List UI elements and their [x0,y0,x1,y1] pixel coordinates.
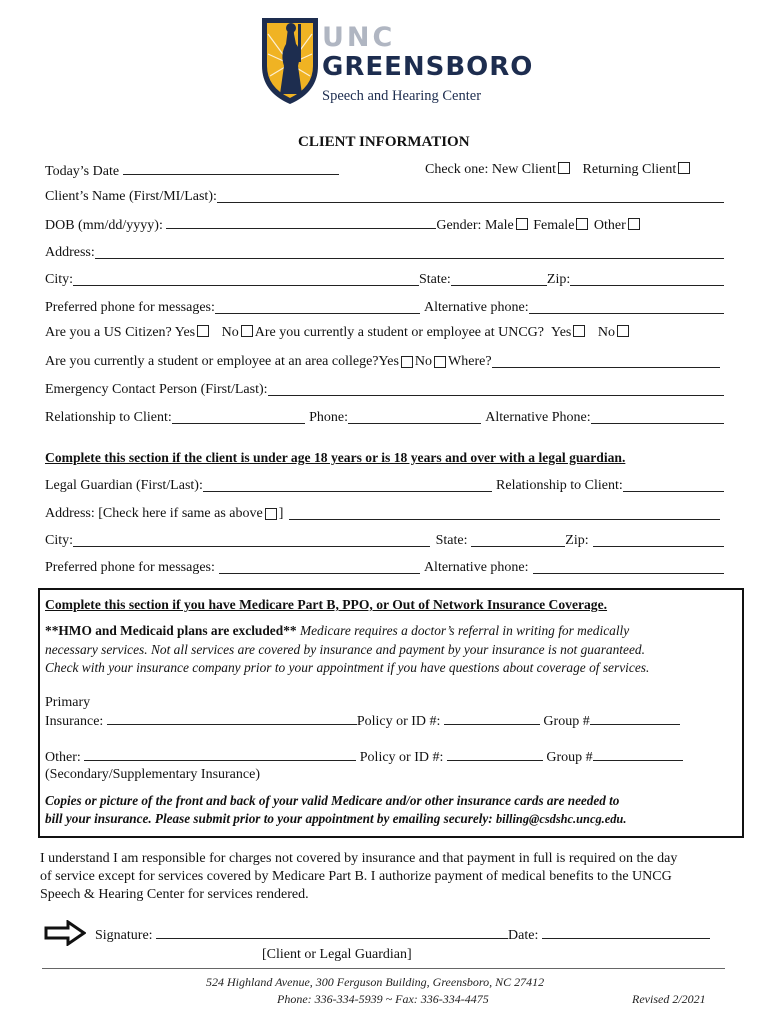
guardian-preferred-phone-field[interactable] [219,561,420,574]
copies-line2-text: bill your insurance. Please submit prior to your appointment by emailing securely: [45,811,493,826]
guardian-alt-phone-label: Alternative phone: [423,560,529,575]
insurance-note-line2: necessary services. Not all services are covered by insurance and payment by your insurance is not guaranteed. [45,642,645,657]
guardian-relationship-field[interactable] [623,479,724,492]
citizen-yes-checkbox[interactable] [197,325,209,337]
dob-field[interactable] [166,216,436,229]
guardian-city-label: City: [45,533,74,548]
signature-date-field[interactable] [542,926,710,939]
city-field[interactable] [73,273,419,286]
guardian-name-field[interactable] [203,479,492,492]
other-label: Other: [45,750,81,765]
footer-revised: Revised 2/2021 [632,992,706,1006]
guardian-relationship-label: Relationship to Client: [496,478,623,493]
alt-phone-field[interactable] [529,301,724,314]
citizen-no-label: No [221,325,239,340]
where-label: Where? [448,354,492,369]
gender-label: Gender: [436,218,482,233]
uncg-no-label: No [597,325,615,340]
alt-phone-cap-label: Alternative Phone: [485,410,591,425]
insurance-note-line1 [45,623,629,639]
guardian-heading: Complete this section if the client is under age 18 years or is 18 years and over with a legal guardian. [45,450,626,465]
guardian-city-field[interactable] [73,534,430,547]
logo-line3: Speech and Hearing Center [322,88,482,104]
college-yes-label: Yes [378,354,399,369]
primary-insurance-row [45,712,680,730]
billing-email[interactable]: billing@csdshc.uncg.edu. [495,812,627,826]
medicare-note: Medicare requires a doctor’s referral in writing for medically [299,623,630,638]
college-yes-checkbox[interactable] [401,356,413,368]
guardian-state-label: State: [435,533,468,548]
college-no-checkbox[interactable] [434,356,446,368]
check-one-label: Check one: [425,162,489,177]
guardian-preferred-phone-label: Preferred phone for messages: [45,560,215,575]
clients-name-label: Client’s Name (First/MI/Last): [45,189,217,204]
male-label: Male [484,218,514,233]
signature-label: Signature: [95,928,153,943]
guardian-name-row [45,475,724,495]
relationship-row [45,407,724,427]
zip-field[interactable] [570,273,724,286]
citizen-yes-label: Yes [174,325,196,340]
signature-date-label: Date: [508,928,539,943]
primary-label: Primary [45,695,91,710]
address-label: Address: [45,245,95,260]
returning-client-checkbox[interactable] [678,162,690,174]
logo-line1: UNC [322,22,396,53]
alt-phone-label: Alternative phone: [424,300,529,315]
clients-name-field[interactable] [217,190,724,203]
insurance-heading: Complete this section if you have Medicare Part B, PPO, or Out of Network Insurance Coverage. [45,597,608,612]
footer-address: 524 Highland Avenue, 300 Ferguson Building, Greensboro, NC 27412 [206,975,545,989]
state-label: State: [418,272,451,287]
other-group-field[interactable] [593,748,683,761]
preferred-phone-field[interactable] [215,301,420,314]
policy-label: Policy or ID #: [356,714,441,729]
clients-name-row [45,186,724,206]
shield-icon [258,14,322,106]
guardian-name-label: Legal Guardian (First/Last): [45,478,203,493]
primary-insurance-field[interactable] [107,712,357,725]
college-row [45,351,720,371]
new-client-label: New Client [491,162,557,177]
primary-group-field[interactable] [590,712,680,725]
todays-date-label: Today’s Date [45,164,120,179]
guardian-zip-field[interactable] [593,534,724,547]
dob-row [45,216,642,234]
guardian-address-row [45,503,720,523]
uncg-no-checkbox[interactable] [617,325,629,337]
other-group-label: Group # [546,750,593,765]
other-gender-label: Other [593,218,626,233]
guardian-address-close: ] [278,506,284,521]
city-state-zip-row [45,269,724,289]
insurance-note-line3: Check with your insurance company prior to your appointment if you have questions about coverage of services. [45,660,650,675]
insurance-label: Insurance: [45,714,104,729]
secondary-label: (Secondary/Supplementary Insurance) [45,767,260,782]
excluded-note: **HMO and Medicaid plans are excluded** [45,623,297,638]
returning-client-label: Returning Client [582,162,677,177]
consent-line3: Speech & Hearing Center for services rendered. [40,887,309,902]
guardian-address-field[interactable] [289,507,720,520]
new-client-checkbox[interactable] [558,162,570,174]
where-field[interactable] [492,355,720,368]
phone-field[interactable] [348,411,481,424]
client-type-row [425,162,692,178]
guardian-alt-phone-field[interactable] [533,561,724,574]
citizen-row [45,325,631,341]
arrow-right-icon [44,920,86,946]
same-address-checkbox[interactable] [265,508,277,520]
group-label: Group # [543,714,590,729]
dob-label: DOB (mm/dd/yyyy): [45,218,163,233]
signature-row [95,926,710,944]
relationship-label: Relationship to Client: [45,410,172,425]
page-title: CLIENT INFORMATION [298,134,470,150]
college-question-label: Are you currently a student or employee at an area college? [45,354,379,369]
consent-line2: of service except for services covered by Medicare Part B. I authorize payment of medical benefits to the UNCG [40,869,672,884]
zip-label: Zip: [546,272,571,287]
address-field[interactable] [95,246,724,259]
other-policy-field[interactable] [447,748,543,761]
preferred-phone-label: Preferred phone for messages: [45,300,215,315]
signature-under-label: [Client or Legal Guardian] [262,947,412,962]
male-checkbox[interactable] [516,218,528,230]
citizen-no-checkbox[interactable] [241,325,253,337]
phone-label: Phone: [309,410,348,425]
todays-date-row [45,162,339,180]
primary-policy-field[interactable] [444,712,540,725]
state-field[interactable] [451,273,547,286]
uncg-question-label: Are you currently a student or employee at UNCG? [254,325,544,340]
copies-line1: Copies or picture of the front and back of your valid Medicare and/or other insurance cards are needed to [45,793,620,808]
todays-date-field[interactable] [123,162,339,175]
guardian-address-label: Address: [Check here if same as above [45,506,263,521]
footer-divider [42,968,725,969]
female-label: Female [533,218,575,233]
emergency-field[interactable] [268,383,724,396]
guardian-phone-row [45,557,724,577]
uncg-yes-checkbox[interactable] [573,325,585,337]
other-policy-label: Policy or ID #: [359,750,444,765]
college-no-label: No [414,354,433,369]
signature-field[interactable] [156,926,508,939]
other-gender-checkbox[interactable] [628,218,640,230]
emergency-label: Emergency Contact Person (First/Last): [45,382,268,397]
emergency-row [45,379,724,399]
footer-phone: Phone: 336-334-5939 ~ Fax: 336-334-4475 [277,992,489,1006]
city-label: City: [45,272,74,287]
other-insurance-field[interactable] [84,748,356,761]
guardian-state-field[interactable] [471,534,565,547]
guardian-zip-label: Zip: [565,533,589,548]
copies-line2 [45,811,626,827]
logo-line2: GREENSBORO [322,52,534,82]
guardian-city-row [45,530,724,550]
phone-row [45,297,724,317]
other-insurance-row [45,748,683,766]
uncg-logo [258,14,534,110]
us-citizen-label: Are you a US Citizen? [45,325,172,340]
relationship-field[interactable] [172,411,305,424]
alt-phone-cap-field[interactable] [591,411,724,424]
address-row [45,242,724,262]
uncg-yes-label: Yes [550,325,572,340]
female-checkbox[interactable] [576,218,588,230]
consent-line1: I understand I am responsible for charges not covered by insurance and that payment in full is required on the day [40,851,678,866]
